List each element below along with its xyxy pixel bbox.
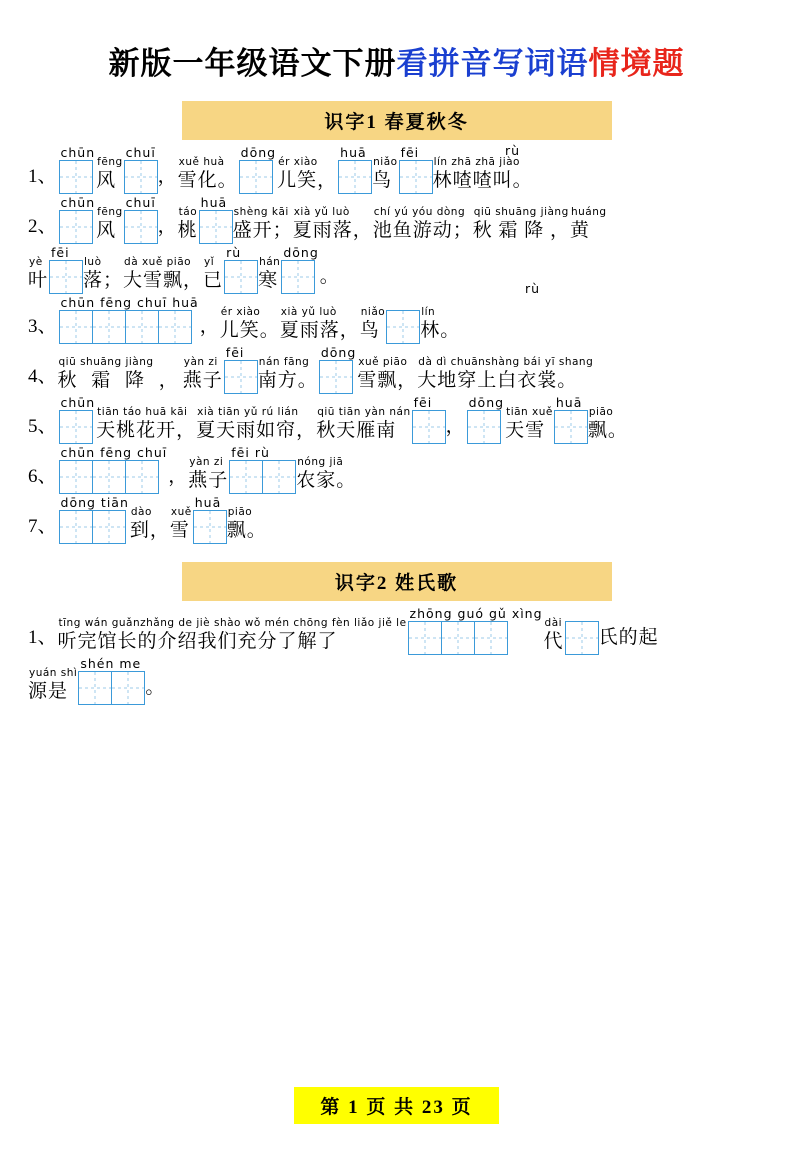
title-part-red: 情境题 [588, 46, 685, 81]
pinyin-label: yàn zi [189, 456, 224, 468]
pinyin-label: dōng [320, 345, 357, 360]
question-number: 5、 [28, 416, 57, 437]
tianzige-box[interactable] [338, 160, 372, 194]
pinyin-label: dà dì chuānshàng bái yī shang [418, 356, 594, 368]
hanzi-text: 大雪飘， [123, 270, 204, 291]
question-1-5 [28, 396, 765, 444]
punctuation: 。 [319, 266, 340, 287]
pinyin-label: fēi rù [231, 445, 270, 460]
hanzi-text: 雪 [169, 520, 190, 541]
pinyin-label: rù [226, 245, 242, 260]
section-1-body [0, 143, 793, 544]
question-2-1-cont [28, 657, 765, 705]
pinyin-label: piāo [227, 506, 253, 518]
tianzige-box[interactable] [408, 621, 442, 655]
answer-group[interactable] [59, 396, 96, 444]
inline-text-dao [130, 506, 170, 544]
question-1-7 [28, 496, 765, 544]
pinyin-label: niǎo [373, 156, 398, 168]
tianzige-box[interactable] [111, 671, 145, 705]
question-1-2 [28, 196, 765, 244]
question-1-1 [28, 143, 765, 194]
pinyin-label: dào [130, 506, 152, 518]
hanzi-text: 夏雨落， [292, 220, 373, 241]
inline-text-nongjia [296, 456, 356, 494]
tianzige-box[interactable] [92, 460, 126, 494]
hanzi-text: 落； [83, 270, 124, 291]
punctuation: ， [168, 466, 189, 487]
answer-group[interactable] [224, 246, 257, 294]
pinyin-label: dōng [240, 145, 277, 160]
pinyin-label: yàn zi [183, 356, 218, 368]
pinyin-label-ru: rù [525, 281, 541, 296]
tianzige-box[interactable] [474, 621, 508, 655]
pinyin-label: xuě huà [178, 156, 225, 168]
hanzi-text: 盛开； [232, 220, 293, 241]
hanzi-text: 飘。 [226, 520, 267, 541]
question-number: 1、 [28, 166, 57, 187]
pinyin-label: huā [194, 495, 222, 510]
pinyin-label: dōng [283, 245, 319, 260]
pinyin-label: fēi [51, 245, 70, 260]
tianzige-box[interactable] [59, 510, 93, 544]
answer-group[interactable] [59, 296, 199, 344]
hanzi-text: 已 [203, 270, 224, 291]
inline-text-yanzi [183, 356, 223, 394]
tianzige-box[interactable] [59, 460, 93, 494]
tianzige-box[interactable] [467, 410, 501, 444]
tianzige-box[interactable] [386, 310, 420, 344]
inline-text-yanzi [188, 456, 228, 494]
hanzi-text: 林。 [420, 320, 461, 341]
answer-group[interactable] [319, 346, 356, 394]
answer-group[interactable] [193, 496, 226, 544]
pinyin-label: chuī [125, 145, 156, 160]
page-title [0, 38, 793, 83]
punctuation: ， [199, 316, 220, 337]
pinyin-label: chūn fēng chuī huā [60, 295, 199, 310]
hanzi-text: 听完馆长的介绍我们充分了解了 [57, 631, 338, 652]
inline-text-han [258, 256, 280, 294]
question-2-1 [28, 607, 765, 655]
pinyin-label: luò [84, 256, 102, 268]
pinyin-label: dōng tiān [60, 495, 129, 510]
inline-text-shengkai [233, 206, 293, 244]
pinyin-label: yè [29, 256, 43, 268]
inline-text-erxiao [277, 156, 337, 194]
hanzi-text: 黄 [569, 220, 590, 241]
tianzige-box[interactable] [59, 410, 93, 444]
question-number: 3、 [28, 316, 57, 337]
inline-text-qiutian [316, 406, 410, 444]
inline-text-daxue [123, 256, 203, 294]
hanzi-text: 儿笑， [277, 170, 338, 191]
inline-text-dadi [417, 356, 593, 394]
pinyin-label: huā [555, 395, 583, 410]
answer-group[interactable] [399, 146, 432, 194]
question-1-2-cont [28, 246, 765, 294]
inline-text-piao [227, 506, 267, 544]
hanzi-text: 雪化。 [177, 170, 238, 191]
inline-text-luo [83, 256, 123, 294]
punctuation: ， [157, 216, 178, 237]
inline-text-xiayuluo [293, 206, 373, 244]
tianzige-box[interactable] [59, 160, 93, 194]
hanzi-text: 秋天雁南 [316, 420, 397, 441]
pinyin-label: xià tiān yǔ rú lián [197, 406, 299, 418]
hanzi-text: 鸟 [372, 170, 393, 191]
pinyin-label: xià yǔ luò [280, 306, 337, 318]
inline-text-yuan [28, 667, 77, 705]
tianzige-box[interactable] [224, 360, 258, 394]
answer-group[interactable] [408, 607, 543, 655]
tianzige-box[interactable] [281, 260, 315, 294]
pinyin-label: qiū shuāng jiàng [58, 356, 154, 368]
inline-text-erxiao [220, 306, 280, 344]
inline-text-tao [178, 206, 198, 244]
hanzi-text: 寒 [258, 270, 279, 291]
title-part-black: 新版一年级语文下册 [108, 46, 397, 81]
question-number: 2、 [28, 216, 57, 237]
pinyin-label: chūn fēng chuī [60, 445, 168, 460]
pinyin-label: rù [505, 143, 521, 158]
hanzi-text: 叶 [28, 270, 49, 291]
answer-group[interactable] [224, 346, 257, 394]
tianzige-box[interactable] [441, 621, 475, 655]
punctuation: 。 [145, 677, 166, 698]
pinyin-label: fēng [97, 206, 123, 218]
inline-text-linzha [433, 156, 533, 194]
inline-text-xue [170, 506, 192, 544]
inline-text-niao [360, 306, 385, 344]
hanzi-text: 林喳喳叫。 [432, 170, 533, 191]
tianzige-box[interactable] [399, 160, 433, 194]
tianzige-box[interactable] [229, 460, 263, 494]
answer-group[interactable] [59, 446, 168, 494]
inline-text-niao [372, 156, 397, 194]
inline-text-ye [28, 256, 48, 294]
inline-text-nanfang [258, 356, 318, 394]
pinyin-label: ér xiào [278, 156, 318, 168]
inline-text-lin [420, 306, 460, 344]
answer-group[interactable] [78, 657, 144, 705]
tianzige-box[interactable] [262, 460, 296, 494]
pinyin-label: chūn [60, 195, 96, 210]
pinyin-label: xuě piāo [358, 356, 408, 368]
hanzi-text: 到， [129, 520, 170, 541]
hanzi-text: 风 [96, 170, 117, 191]
pinyin-label: fēng [97, 156, 123, 168]
tianzige-box[interactable] [199, 210, 233, 244]
answer-group[interactable] [386, 310, 419, 344]
punctuation: ， [445, 416, 466, 437]
worksheet-page [0, 38, 793, 1160]
pinyin-label: yǐ [204, 256, 215, 268]
question-number: 4、 [28, 366, 57, 387]
pinyin-label: ér xiào [220, 306, 261, 318]
tianzige-box[interactable] [59, 310, 93, 344]
inline-text-xiayuluo [280, 306, 360, 344]
pinyin-label: tīng wán guǎnzhǎng de jiè shào wǒ mén chōng fèn liǎo jiě le [58, 617, 407, 629]
pinyin-label: niǎo [360, 306, 386, 318]
section-header-2: 识字2 姓氏歌 [182, 562, 612, 601]
tianzige-box[interactable] [78, 671, 112, 705]
answer-group[interactable] [124, 196, 157, 244]
pinyin-label: lín zhā zhā jiào [433, 156, 520, 168]
answer-group[interactable] [565, 621, 598, 655]
pinyin-label: qiū shuāng jiàng [473, 206, 569, 218]
pinyin-label: lín [421, 306, 436, 318]
answer-group[interactable] [59, 496, 129, 544]
answer-group[interactable] [281, 246, 318, 294]
hanzi-text: 大地穿上白衣裳。 [417, 370, 578, 391]
punctuation: ， [157, 166, 178, 187]
pinyin-label: yuán shì [29, 667, 78, 679]
inline-text-xuepiao [357, 356, 417, 394]
pinyin-label: huáng [570, 206, 607, 218]
pinyin-label: huā [200, 195, 228, 210]
pinyin-label: chí yú yóu dòng [373, 206, 466, 218]
inline-text-feng [96, 156, 122, 194]
inline-text-chiyu [373, 206, 473, 244]
pinyin-label: qiū tiān yàn nán [317, 406, 411, 418]
tianzige-box[interactable] [554, 410, 588, 444]
hanzi-text: 夏天雨如帘， [196, 420, 317, 441]
pinyin-label: hán [259, 256, 281, 268]
pinyin-label: huā [340, 145, 367, 160]
answer-group[interactable] [503, 144, 520, 158]
tianzige-box[interactable] [158, 310, 192, 344]
tianzige-box[interactable] [565, 621, 599, 655]
answer-group[interactable] [49, 246, 82, 294]
pinyin-label: chūn [60, 395, 96, 410]
section-2-body [0, 607, 793, 705]
pinyin-label: fēi [413, 395, 433, 410]
tianzige-box[interactable] [92, 310, 126, 344]
hanzi-text: 秋 霜 降 ， [472, 220, 570, 241]
answer-group[interactable] [229, 446, 295, 494]
answer-group[interactable] [59, 146, 96, 194]
title-part-blue: 看拼音写词语 [396, 46, 589, 81]
page-footer [0, 1087, 793, 1124]
answer-group[interactable] [199, 196, 232, 244]
inline-text-yi [203, 256, 223, 294]
pinyin-label: zhōng guó gǔ xìng [409, 606, 543, 621]
pinyin-label: dà xuě piāo [124, 256, 192, 268]
pinyin-label: fēi [400, 145, 420, 160]
question-1-3 [28, 281, 765, 344]
hanzi-text: 源是 [28, 681, 69, 702]
question-number: 7、 [28, 516, 57, 537]
pinyin-label: xià yǔ luò [293, 206, 350, 218]
tianzige-box[interactable] [124, 160, 158, 194]
inline-text-piao [588, 406, 628, 444]
hanzi-text: 桃 [177, 220, 198, 241]
tianzige-box[interactable] [412, 410, 446, 444]
question-number: 1、 [28, 627, 57, 648]
tianzige-box[interactable] [49, 260, 83, 294]
hanzi-text: 夏雨落， [279, 320, 360, 341]
tianzige-box[interactable] [124, 210, 158, 244]
tianzige-box[interactable] [239, 160, 273, 194]
tianzige-box[interactable] [92, 510, 126, 544]
answer-group[interactable] [554, 396, 587, 444]
inline-text-ting [58, 617, 407, 655]
hanzi-text: 池鱼游动； [372, 220, 473, 241]
tianzige-box[interactable] [193, 510, 227, 544]
hanzi-text: 天桃花开， [96, 420, 197, 441]
answer-group[interactable] [239, 146, 276, 194]
pinyin-label: shèng kāi [233, 206, 289, 218]
question-1-6 [28, 446, 765, 494]
inline-text-tiantao [96, 406, 196, 444]
pinyin-label: nóng jiā [297, 456, 344, 468]
pinyin-label: dài [544, 617, 563, 629]
pinyin-label: shén me [80, 656, 142, 671]
pinyin-label: dōng [468, 395, 505, 410]
pinyin-label: chūn [60, 145, 96, 160]
hanzi-text: 天雪 [505, 420, 546, 441]
pinyin-label: xuě [170, 506, 192, 518]
inline-text-qiushuang [58, 356, 183, 394]
hanzi-text: 代 [543, 631, 564, 652]
hanzi-text: 秋 霜 降 ， [57, 370, 183, 391]
answer-group[interactable] [338, 146, 371, 194]
pinyin-label: tiān xuě [506, 406, 553, 418]
hanzi-text: 燕子 [182, 370, 223, 391]
inline-text-huang [570, 206, 607, 244]
section-header-1: 识字1 春夏秋冬 [182, 101, 612, 140]
pinyin-label: táo [178, 206, 198, 218]
answer-group[interactable] [124, 146, 157, 194]
hanzi-text: 氏的起 [598, 627, 659, 648]
hanzi-text: 风 [96, 220, 117, 241]
hanzi-text: 雪飘， [357, 370, 418, 391]
inline-text-tianxue [505, 406, 553, 444]
answer-group[interactable] [412, 396, 445, 444]
pinyin-label: chuī [125, 195, 156, 210]
inline-text-xuehua [178, 156, 238, 194]
pinyin-label: fēi [225, 345, 245, 360]
pinyin-label: nán fāng [258, 356, 310, 368]
question-number: 6、 [28, 466, 57, 487]
hanzi-text: 燕子 [188, 470, 229, 491]
pinyin-label: piāo [588, 406, 614, 418]
question-1-4 [28, 346, 765, 394]
inline-text-dai [544, 617, 564, 655]
tianzige-box[interactable] [224, 260, 258, 294]
answer-group[interactable] [59, 196, 96, 244]
inline-text-xiatian [196, 406, 316, 444]
hanzi-text: 儿笑。 [219, 320, 280, 341]
inline-text-feng [96, 206, 122, 244]
tianzige-box[interactable] [125, 460, 159, 494]
hanzi-text: 南方。 [257, 370, 318, 391]
tianzige-box[interactable] [59, 210, 93, 244]
tianzige-box[interactable] [125, 310, 159, 344]
hanzi-text: 农家。 [296, 470, 357, 491]
hanzi-text: 飘。 [587, 420, 628, 441]
inline-text-qiushuang [473, 206, 570, 244]
hanzi-text: 鸟 [359, 320, 380, 341]
tianzige-box[interactable] [319, 360, 353, 394]
pinyin-label: tiān táo huā kāi [97, 406, 188, 418]
answer-group[interactable] [467, 396, 504, 444]
page-number: 第 1 页 共 23 页 [294, 1087, 498, 1124]
